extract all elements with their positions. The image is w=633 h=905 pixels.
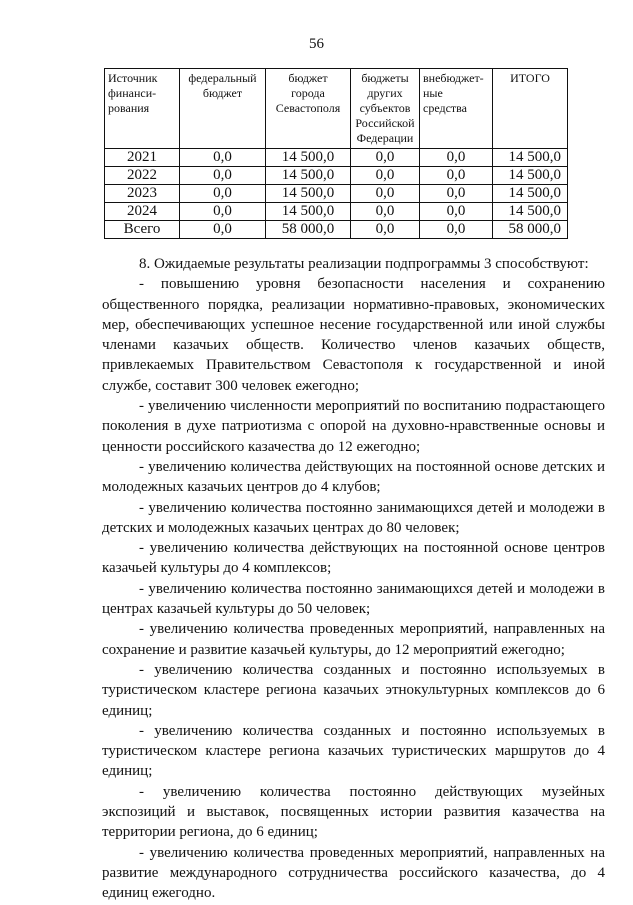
header-cell-total	[493, 69, 568, 149]
table-cell: 14 500,0	[266, 149, 351, 167]
section-heading: 8. Ожидаемые результаты реализации подпрограммы 3 способствуют:	[139, 256, 589, 272]
table-cell: 0,0	[180, 203, 266, 221]
table-header-row	[105, 69, 568, 149]
header-text: субъектов	[359, 101, 411, 115]
result-item: - увеличению количества действующих на постоянной основе центров казачьей культуры до 4 комплексов;	[102, 540, 605, 577]
table-cell: 14 500,0	[266, 167, 351, 185]
table-cell: 0,0	[180, 221, 266, 239]
table-cell: 0,0	[420, 185, 493, 203]
table-cell: 0,0	[420, 167, 493, 185]
header-text: Севастополя	[275, 101, 341, 115]
table-cell: 14 500,0	[493, 167, 568, 185]
header-text: бюджет	[202, 86, 243, 100]
header-text: города	[291, 86, 325, 100]
header-cell-federal	[180, 69, 266, 149]
table-cell: 0,0	[351, 221, 420, 239]
table-cell: 0,0	[420, 221, 493, 239]
table-cell: 58 000,0	[493, 221, 568, 239]
table-row	[105, 167, 568, 185]
header-cell-extrabudgetary	[420, 69, 493, 149]
result-item: - увеличению количества проведенных мероприятий, направленных на сохранение и развитие казачьей культуры, до 12 мероприятий ежегодно;	[102, 621, 605, 658]
table-cell: 0,0	[180, 149, 266, 167]
table-cell: 0,0	[420, 203, 493, 221]
page-number: 56	[309, 36, 324, 52]
result-item: - увеличению количества созданных и постоянно используемых в туристическом кластере региона казачьих этнокультурных комплексов до 6 единиц;	[102, 661, 605, 719]
table-cell: 0,0	[180, 167, 266, 185]
header-text: внебюджет-	[423, 71, 484, 85]
header-cell-source	[105, 69, 180, 149]
table-cell: 14 500,0	[266, 185, 351, 203]
header-text: других	[367, 86, 403, 100]
result-item: - увеличению количества постоянно занимающихся детей и молодежи в детских и молодежных казачьих центрах до 80 человек;	[102, 499, 605, 536]
header-text: Федерации	[356, 131, 414, 145]
table-cell: 0,0	[351, 185, 420, 203]
table-cell: 0,0	[351, 167, 420, 185]
table-cell: 0,0	[180, 185, 266, 203]
result-item: - увеличению количества постоянно действующих музейных экспозиций и выставок, посвященных истории развития казачества на территории региона, до 6 единиц;	[102, 783, 605, 841]
table-cell: 14 500,0	[493, 203, 568, 221]
table-cell: 14 500,0	[493, 185, 568, 203]
table-cell: 2023	[105, 185, 180, 203]
table-cell: 0,0	[420, 149, 493, 167]
table-cell: Всего	[105, 221, 180, 239]
result-item: - увеличению количества постоянно занимающихся детей и молодежи в центрах казачьей культуры до 50 человек;	[102, 580, 605, 618]
result-item: - увеличению количества созданных и постоянно используемых в туристическом кластере региона казачьих туристических маршрутов до 4 единиц;	[102, 722, 605, 780]
financing-table	[104, 68, 568, 239]
table-cell: 2024	[105, 203, 180, 221]
header-text: бюджеты	[361, 71, 409, 85]
table-cell: 2022	[105, 167, 180, 185]
header-text: Источник	[108, 71, 158, 85]
result-item: - увеличению количества проведенных мероприятий, направленных на развитие международного сотрудничества российского казачества, до 4 единиц ежегодно.	[102, 844, 605, 902]
header-cell-sevastopol	[266, 69, 351, 149]
table-row	[105, 185, 568, 203]
table-cell: 14 500,0	[493, 149, 568, 167]
table-row	[105, 203, 568, 221]
header-cell-other-subjects	[351, 69, 420, 149]
header-text: федеральный	[188, 71, 257, 85]
table-row-total	[105, 221, 568, 239]
table-cell: 2021	[105, 149, 180, 167]
header-text: ИТОГО	[510, 71, 550, 85]
table-cell: 0,0	[351, 149, 420, 167]
header-text: средства	[423, 101, 468, 115]
table-row	[105, 149, 568, 167]
header-text: финанси-	[108, 86, 157, 100]
table-cell: 0,0	[351, 203, 420, 221]
result-item: - увеличению количества действующих на постоянной основе детских и молодежных казачьих центров до 4 клубов;	[102, 458, 605, 496]
header-text: Российской	[355, 116, 415, 130]
header-text: бюджет	[288, 71, 328, 85]
result-item: - увеличению численности мероприятий по воспитанию подрастающего поколения в духе патриотизма с опорой на духовно-нравственные основы и ценности российского казачества до 12 ежегодно;	[102, 398, 605, 455]
body-text	[102, 254, 605, 904]
table-cell: 58 000,0	[266, 221, 351, 239]
header-text: рования	[108, 101, 150, 115]
result-item: - повышению уровня безопасности населения и сохранению общественного порядка, реализации нормативно-правовых, экономических мер, обеспечивающих успешное несение государственной или иной службы членами казачьих обществ. Количество членов казачьих обществ, привлекаемых Правительством Севастополя к государственной и иной службе, составит 300 человек ежегодно;	[102, 276, 605, 394]
table-cell: 14 500,0	[266, 203, 351, 221]
header-text: ные	[423, 86, 443, 100]
